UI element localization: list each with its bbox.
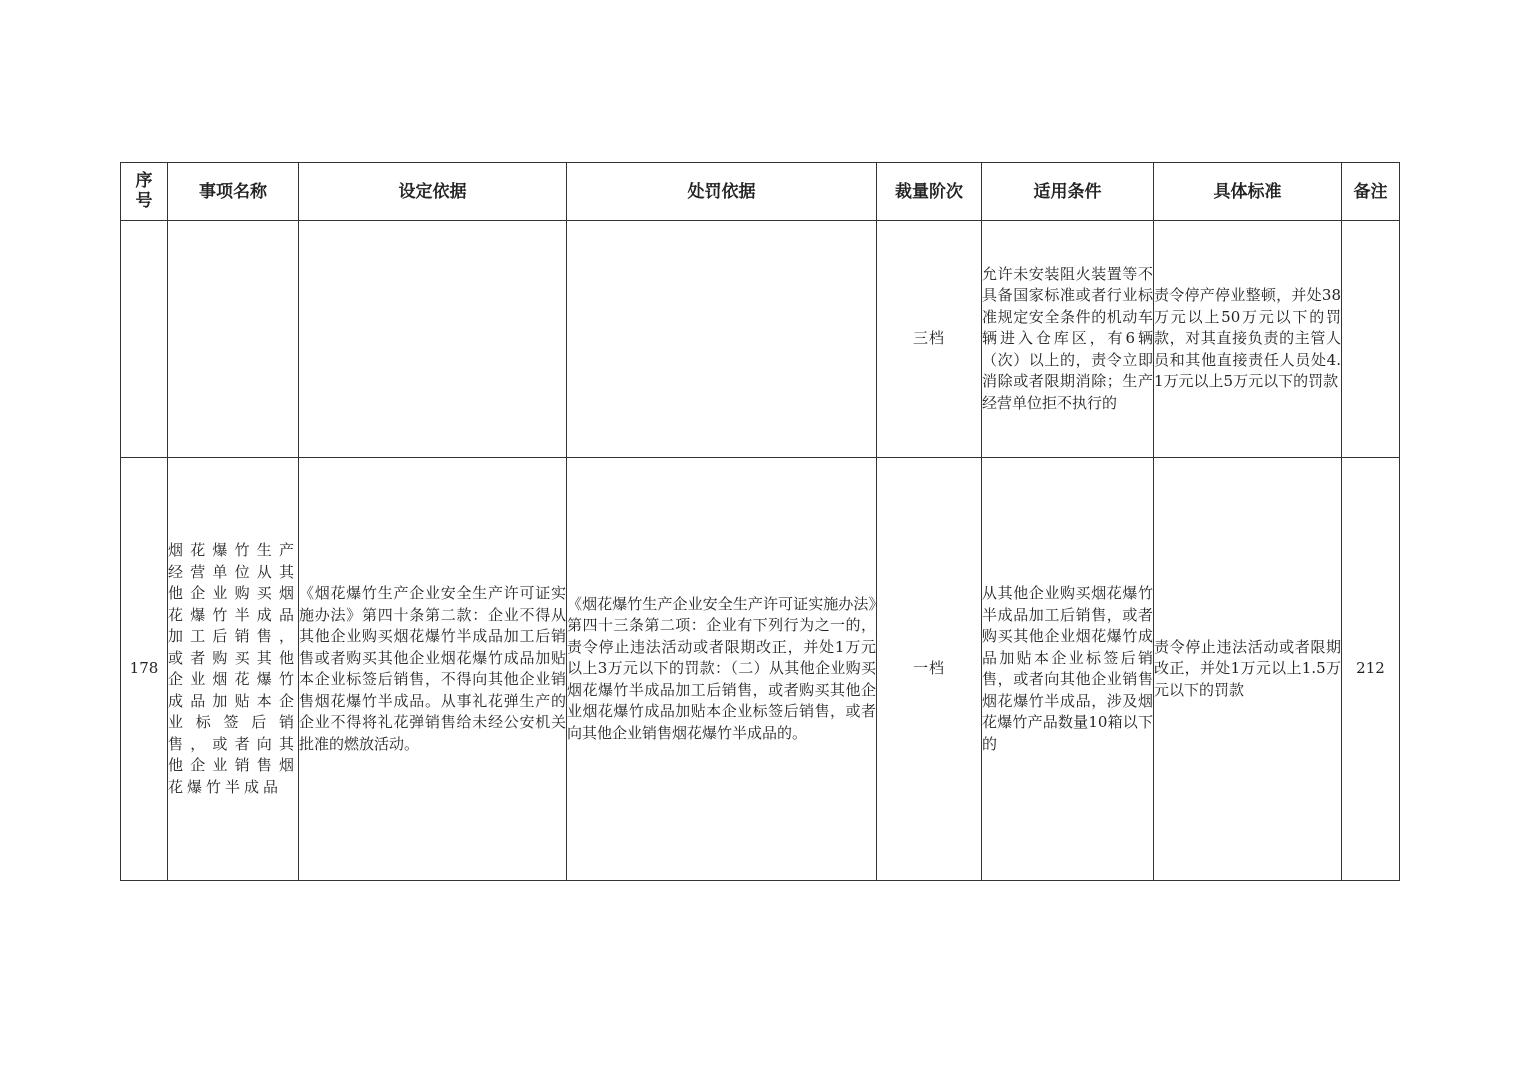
tier-cell: 三档 (877, 221, 982, 458)
header-tier: 裁量阶次 (877, 163, 982, 221)
seq-cell (121, 221, 168, 458)
header-standard: 具体标准 (1154, 163, 1342, 221)
header-seq (121, 163, 168, 221)
condition-cell: 从其他企业购买烟花爆竹半成品加工后销售，或者购买其他企业烟花爆竹成品加贴本企业标签后销售，或者向其他企业销售烟花爆竹半成品，涉及烟花爆竹产品数量10箱以下的 (982, 458, 1154, 881)
header-name: 事项名称 (168, 163, 299, 221)
condition-cell: 允许未安装阻火装置等不具备国家标准或者行业标准规定安全条件的机动车辆进入仓库区，有6辆（次）以上的，责令立即消除或者限期消除；生产经营单位拒不执行的 (982, 221, 1154, 458)
standard-cell: 责令停产停业整顿，并处38万元以上50万元以下的罚款，对其直接负责的主管人员和其他直接责任人员处4.1万元以上5万元以下的罚款 (1154, 221, 1342, 458)
item-name-cell: 烟花爆竹生产经营单位从其他企业购买烟花爆竹半成品加工后销售，或者购买其他企业烟花爆竹成品加贴本企业标签后销售，或者向其他企业销售烟花爆竹半成品 (168, 458, 299, 881)
standard-cell: 责令停止违法活动或者限期改正，并处1万元以上1.5万元以下的罚款 (1154, 458, 1342, 881)
header-penalty-basis: 处罚依据 (567, 163, 877, 221)
penalty-basis-cell (567, 221, 877, 458)
note-cell (1342, 221, 1400, 458)
table-header-row (121, 163, 1400, 221)
header-condition: 适用条件 (982, 163, 1154, 221)
header-seq-label: 序号 (135, 171, 153, 211)
penalty-table (120, 162, 1400, 881)
tier-cell: 一档 (877, 458, 982, 881)
note-cell: 212 (1342, 458, 1400, 881)
header-basis: 设定依据 (299, 163, 567, 221)
basis-cell (299, 221, 567, 458)
table-row (121, 458, 1400, 881)
seq-cell: 178 (121, 458, 168, 881)
basis-cell: 《烟花爆竹生产企业安全生产许可证实施办法》第四十条第二款：企业不得从其他企业购买烟花爆竹半成品加工后销售或者购买其他企业烟花爆竹成品加贴本企业标签后销售，不得向其他企业销售烟花爆竹半成品。从事礼花弹生产的企业不得将礼花弹销售给未经公安机关批准的燃放活动。 (299, 458, 567, 881)
item-name-cell (168, 221, 299, 458)
table-row (121, 221, 1400, 458)
penalty-basis-cell: 《烟花爆竹生产企业安全生产许可证实施办法》第四十三条第二项：企业有下列行为之一的，责令停止违法活动或者限期改正，并处1万元以上3万元以下的罚款：（二）从其他企业购买烟花爆竹半成品加工后销售，或者购买其他企业烟花爆竹成品加贴本企业标签后销售，或者向其他企业销售烟花爆竹半成品的。 (567, 458, 877, 881)
header-note: 备注 (1342, 163, 1400, 221)
